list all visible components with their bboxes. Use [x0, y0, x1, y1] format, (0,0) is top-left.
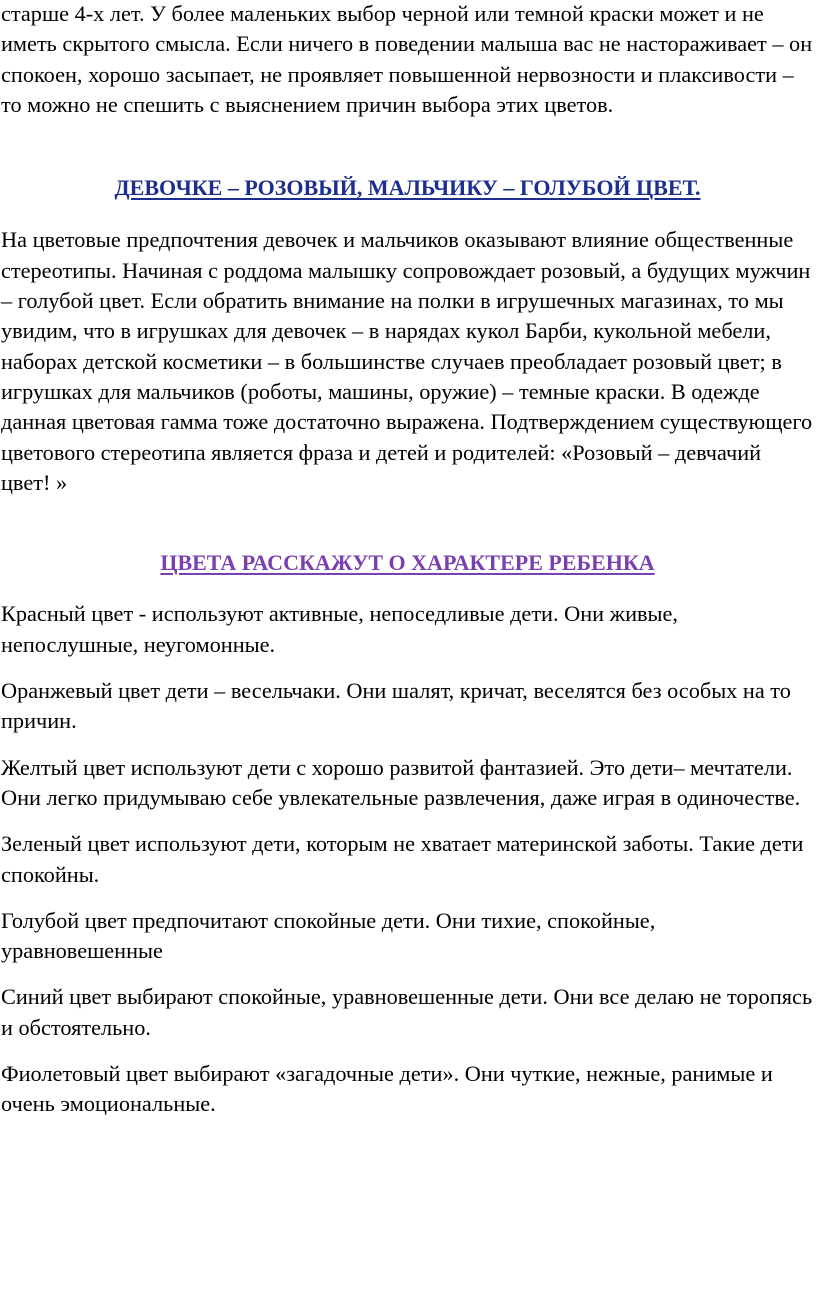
violet-color-paragraph: Фиолетовый цвет выбирают «загадочные дети». Они чуткие, нежные, ранимые и очень эмоциональные.: [1, 1061, 773, 1117]
stereotypes-paragraph: На цветовые предпочтения девочек и мальчиков оказывают влияние общественные стереотипы. Начиная с роддома малышку сопровождает розовый, а будущих мужчин – голубой цвет. Если обратить внимание на полки в игрушечных магазинах, то мы увидим, что в игрушках для девочек – в нарядах кукол Барби, кукольной мебели, наборах детской косметики – в большинстве случаев преобладает розовый цвет; в игрушках для мальчиков (роботы, машины, оружие) – темные краски. В одежде данная цветовая гамма тоже достаточно выражена. Подтверждением существующего цветового стереотипа является фраза и детей и родителей: «Розовый – девчачий цвет! »: [1, 227, 813, 495]
intro-paragraph: старше 4-х лет. У более маленьких выбор черной или темной краски может и не иметь скрытого смысла. Если ничего в поведении малыша вас не настораживает – он спокоен, хорошо засыпает, не проявляет повышенной нервозности и плаксивости – то можно не спешить с выяснением причин выбора этих цветов.: [1, 1, 813, 117]
yellow-color-paragraph: Желтый цвет используют дети с хорошо развитой фантазией. Это дети– мечтатели. Они легко придумываю себе увлекательные развлечения, даже играя в одиночестве.: [1, 754, 801, 810]
heading-colors-character: ЦВЕТА РАССКАЖУТ О ХАРАКТЕРЕ РЕБЕНКА: [160, 550, 655, 576]
light-blue-color-paragraph: Голубой цвет предпочитают спокойные дети. Они тихие, спокойные, уравновешенные: [1, 907, 656, 964]
orange-color-paragraph: Оранжевый цвет дети – весельчаки. Они шалят, кричат, веселятся без особых на то причин.: [1, 678, 791, 734]
green-color-paragraph: Зеленый цвет используют дети, которым не хватает материнской заботы. Такие дети спокойны.: [1, 831, 804, 887]
blue-color-paragraph: Синий цвет выбирают спокойные, уравновешенные дети. Они все делаю не торопясь и обстоятельно.: [1, 984, 813, 1040]
heading-girls-boys-colors: ДЕВОЧКЕ – РОЗОВЫЙ, МАЛЬЧИКУ – ГОЛУБОЙ ЦВЕТ.: [114, 175, 701, 201]
red-color-paragraph: Красный цвет - используют активные, непоседливые дети. Они живые, непослушные, неугомонные.: [1, 601, 678, 657]
